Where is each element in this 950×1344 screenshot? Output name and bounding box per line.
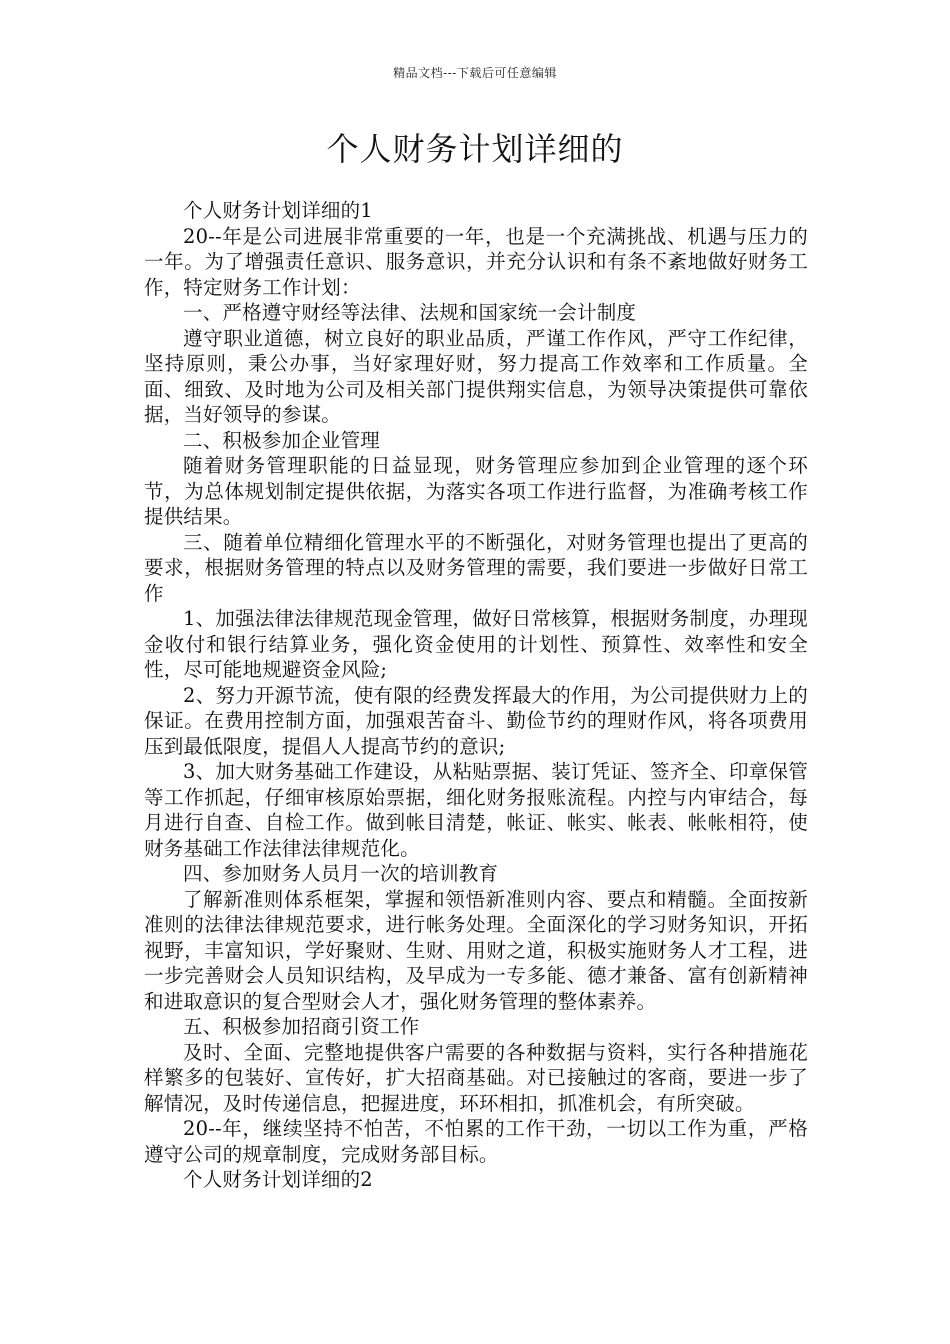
paragraph: 及时、全面、完整地提供客户需要的各种数据与资料，实行各种措施花样繁多的包装好、宣传好，扩大招商基础。对已接触过的客商，要进一步了解情况，及时传递信息，把握进度，环环相扣，抓准机会，有所突破。 (144, 1040, 808, 1115)
paragraph: 了解新准则体系框架，掌握和领悟新准则内容、要点和精髓。全面按新准则的法律法律规范要求，进行帐务处理。全面深化的学习财务知识，开拓视野，丰富知识，学好聚财、生财、用财之道，积极实施财务人才工程，进一步完善财会人员知识结构，及早成为一专多能、德才兼备、富有创新精神和进取意识的复合型财会人才，强化财务管理的整体素养。 (144, 887, 808, 1013)
section-heading: 二、积极参加企业管理 (183, 428, 381, 452)
header-note: 精品文档---下载后可任意编辑 (393, 66, 557, 80)
section-heading: 五、积极参加招商引资工作 (183, 1015, 420, 1038)
paragraph: 个人财务计划详细的1 (183, 199, 373, 222)
list-item: 2、努力开源节流，使有限的经费发挥最大的作用，为公司提供财力上的保证。在费用控制方面，加强艰苦奋斗、勤俭节约的理财作风，将各项费用压到最低限度，提倡人人提高节约的意识; (144, 683, 808, 758)
document-title: 个人财务计划详细的 (326, 130, 624, 168)
paragraph: 遵守职业道德，树立良好的职业品质，严谨工作作风，严守工作纪律，坚持原则，秉公办事，当好家理好财，努力提高工作效率和工作质量。全面、细致、及时地为公司及相关部门提供翔实信息，为领导决策提供可靠依据，当好领导的参谋。 (144, 326, 808, 426)
list-item: 3、加大财务基础工作建设，从粘贴票据、装订凭证、签齐全、印章保管等工作抓起，仔细审核原始票据，细化财务报账流程。内控与内审结合，每月进行自查、自检工作。做到帐目清楚，帐证、帐实、帐表、帐帐相符，使财务基础工作法律法律规范化。 (144, 760, 808, 860)
section-heading: 一、严格遵守财经等法律、法规和国家统一会计制度 (183, 301, 637, 324)
section-heading: 三、随着单位精细化管理水平的不断强化，对财务管理也提出了更高的要求，根据财务管理的特点以及财务管理的需要，我们要进一步做好日常工作 (144, 530, 808, 605)
paragraph: 随着财务管理职能的日益显现，财务管理应参加到企业管理的逐个环节，为总体规划制定提供依据，为落实各项工作进行监督，为准确考核工作提供结果。 (144, 454, 808, 528)
paragraph: 个人财务计划详细的2 (183, 1168, 373, 1191)
section-heading: 四、参加财务人员月一次的培训教育 (183, 862, 499, 885)
paragraph: 20--年，继续坚持不怕苦，不怕累的工作干劲，一切以工作为重，严格遵守公司的规章制度，完成财务部目标。 (144, 1117, 808, 1166)
paragraph: 20--年是公司进展非常重要的一年，也是一个充满挑战、机遇与压力的一年。为了增强责任意识、服务意识，并充分认识和有条不紊地做好财务工作，特定财务工作计划： (144, 224, 808, 299)
list-item: 1、加强法律法律规范现金管理，做好日常核算，根据财务制度，办理现金收付和银行结算业务，强化资金使用的计划性、预算性、效率性和安全性，尽可能地规避资金风险; (144, 607, 808, 681)
document-body (144, 198, 808, 1193)
